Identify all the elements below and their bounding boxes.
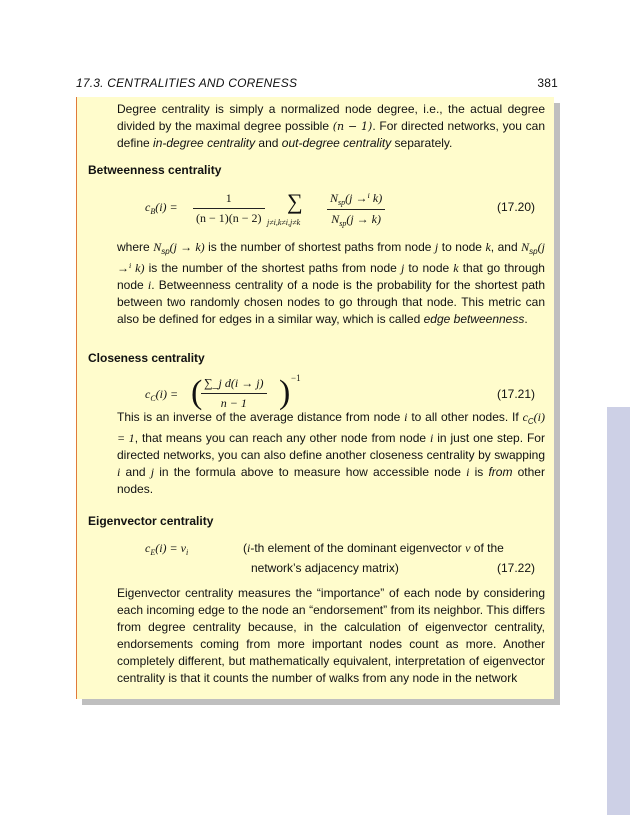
eq-ratio: $N_{sp}(j \to^i$ k) $N_{sp}(j \to k)$: [327, 191, 385, 228]
section-title: 17.3. CENTRALITIES AND CORENESS: [76, 76, 298, 90]
equation-number: (17.21): [496, 387, 535, 401]
equation-number: (17.20): [496, 200, 535, 214]
eigenvector-heading: Eigenvector centrality: [88, 514, 214, 528]
edge-betweenness-term: edge betweenness: [423, 312, 525, 326]
thumb-index-tab: [607, 407, 630, 815]
eq-annotation-line1: (i-th element of the dominant eigenvector v of the: [243, 541, 504, 555]
equation-number: (17.22): [496, 561, 535, 575]
in-degree-term: in-degree centrality: [153, 136, 256, 150]
closeness-paragraph: This is an inverse of the average distance from node i to all other nodes. If $c_C(i) = 1$, that means you can reach any other node from node i in just one step. For directed networks, you can also define another closeness centrality by swapping i and j in the formula above to measure how accessible node i is from other nodes.: [117, 410, 545, 496]
equation-17-21: $c_C(i)$ = ( $\frac{\text{∑\_j d(i → j)}}{n - 1}$ ) −1 (17.21): [145, 373, 535, 411]
equation-17-20: $c_B(i)$ = $\frac{1}{(n - 1)(n - 2)}$ ∑ j≠i,k≠i,j≠k $N_{sp}(j \to^i$ k) $N_{sp}(j \to k)$ (17.20): [145, 189, 535, 228]
out-degree-term: out-degree centrality: [281, 136, 392, 150]
highlight-box: [76, 97, 554, 699]
intro-paragraph: Degree centrality is simply a normalized node degree, i.e., the actual degree divided by the maximal degree possible (n − 1). For directed networks, you can define in-degree centrality and out-degree centrality separately.: [117, 102, 545, 150]
closeness-heading: Closeness centrality: [88, 351, 205, 365]
summation-symbol: ∑: [287, 189, 303, 214]
page-number: 381: [537, 76, 558, 90]
betweenness-paragraph: where $N_{sp}(j \to k)$ is the number of shortest paths from node j to node k, and $N_{sp}(j \to^i$ k) is the number of the shortest paths from node j to node k that go through node i. Betweenness centrality of a node is the probability for the shortest path between two randomly chosen nodes to go through that node. This metric can also be defined for edges in a similar way, which is called edge betweenness.: [117, 240, 546, 326]
running-head: [76, 76, 558, 90]
betweenness-heading: Betweenness centrality: [88, 163, 222, 177]
exponent: −1: [291, 373, 301, 383]
from-term: from: [488, 465, 513, 479]
equation-17-22: $c_E(i) = v_i$ (i-th element of the dominant eigenvector v of the network’s adjacency matrix) (17.22): [145, 541, 535, 575]
summation-subscript: j≠i,k≠i,j≠k: [267, 218, 301, 227]
eq-fraction: $\frac{\text{∑\_j d(i → j)}}{n - 1}$: [201, 376, 267, 411]
eigenvector-paragraph: Eigenvector centrality measures the “importance” of each node by considering each incoming edge to the node an “endorsement” from its neighbor. This differs from degree centrality because, in the calculation of eigenvector centrality, endorsements coming from more important nodes count as more. Another completely different, but mathematically equivalent, interpretation of eigenvector centrality is that it counts the number of walks from any node in the network: [117, 586, 545, 685]
math-n-minus-1: (n − 1): [332, 120, 373, 133]
eq-annotation-line2: network’s adjacency matrix): [251, 561, 399, 575]
eq-fraction: $\frac{1}{(n - 1)(n - 2)}$: [193, 191, 265, 226]
